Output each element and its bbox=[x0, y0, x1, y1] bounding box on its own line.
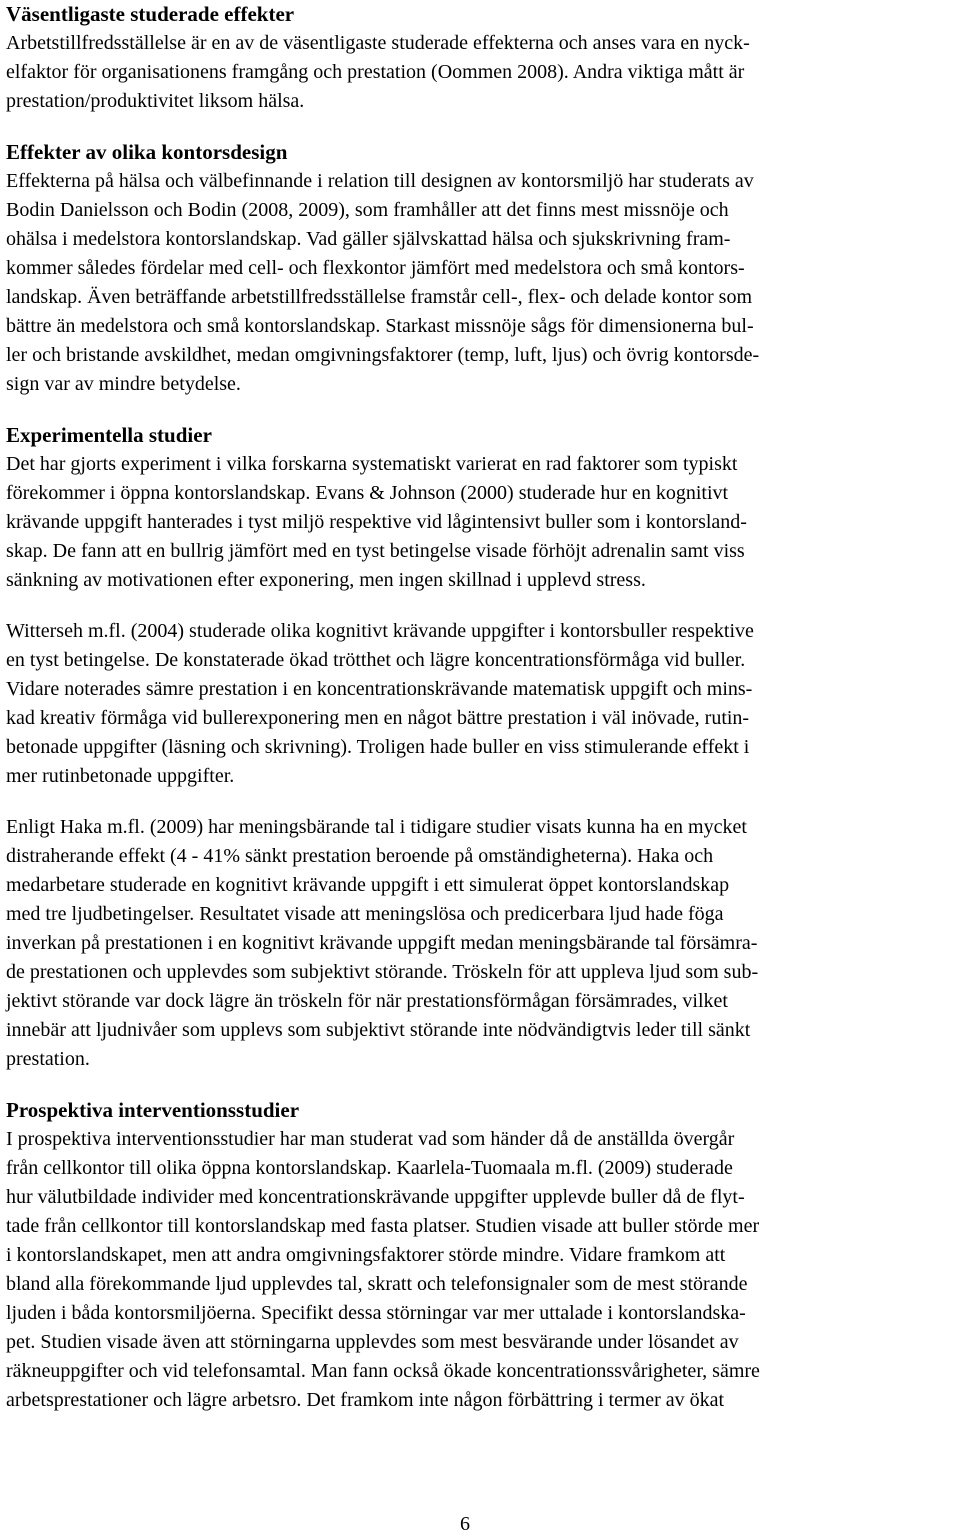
section-prospektiva-interventionsstudier bbox=[6, 1096, 958, 1415]
text-line: Vidare noterades sämre prestation i en koncentrationskrävande matematisk uppgift och mins- bbox=[6, 678, 753, 700]
text-line: en tyst betingelse. De konstaterade ökad trötthet och lägre koncentrationsförmåga vid buller. bbox=[6, 649, 746, 671]
text-line: sänkning av motivationen efter exponering, men ingen skillnad i upplevd stress. bbox=[6, 569, 646, 591]
text-line: kommer således fördelar med cell- och flexkontor jämfört med medelstora och små kontors- bbox=[6, 257, 745, 279]
section-experimentella-studier bbox=[6, 421, 958, 1074]
paragraph bbox=[6, 617, 958, 791]
text-line: Det har gjorts experiment i vilka forskarna systematiskt varierat en rad faktorer som typiskt bbox=[6, 453, 738, 475]
text-line: räkneuppgifter och vid telefonsamtal. Man fann också ökade koncentrationssvårigheter, sämre bbox=[6, 1360, 760, 1382]
page-number: 6 bbox=[460, 1513, 470, 1535]
text-line: Effekterna på hälsa och välbefinnande i relation till designen av kontorsmiljö har studerats av bbox=[6, 170, 754, 192]
section-heading: Effekter av olika kontorsdesign bbox=[6, 140, 288, 164]
document-page bbox=[6, 0, 958, 1415]
section-heading: Experimentella studier bbox=[6, 423, 212, 447]
section-kontorsdesign bbox=[6, 138, 958, 399]
section-heading: Prospektiva interventionsstudier bbox=[6, 1098, 300, 1122]
paragraph bbox=[6, 29, 958, 116]
text-line: arbetsprestationer och lägre arbetsro. Det framkom inte någon förbättring i termer av ökat bbox=[6, 1389, 725, 1411]
text-line: Enligt Haka m.fl. (2009) har meningsbärande tal i tidigare studier visats kunna ha en mycket bbox=[6, 816, 747, 838]
text-line: tade från cellkontor till kontorslandskap med fasta platser. Studien visade att buller störde mer bbox=[6, 1215, 760, 1237]
text-line: ljuden i båda kontorsmiljöerna. Specifikt dessa störningar var mer uttalade i kontorslandska- bbox=[6, 1302, 746, 1324]
text-line: jektivt störande var dock lägre än tröskeln för när prestationsförmågan försämrades, vilket bbox=[6, 990, 728, 1012]
text-line: från cellkontor till olika öppna kontorslandskap. Kaarlela-Tuomaala m.fl. (2009) studerade bbox=[6, 1157, 733, 1179]
text-line: bättre än medelstora och små kontorslandskap. Starkast missnöje sågs för dimensionerna bul- bbox=[6, 315, 754, 337]
text-line: Witterseh m.fl. (2004) studerade olika kognitivt krävande uppgifter i kontorsbuller respektive bbox=[6, 620, 754, 642]
paragraph bbox=[6, 813, 958, 1074]
text-line: landskap. Även beträffande arbetstillfredsställelse framstår cell-, flex- och delade kontor som bbox=[6, 286, 753, 308]
text-line: hur välutbildade individer med koncentrationskrävande uppgifter upplevde buller då de flyt- bbox=[6, 1186, 745, 1208]
paragraph bbox=[6, 1125, 958, 1415]
paragraph bbox=[6, 450, 958, 595]
text-line: mer rutinbetonade uppgifter. bbox=[6, 765, 235, 787]
text-line: i kontorslandskapet, men att andra omgivningsfaktorer störde mindre. Vidare framkom att bbox=[6, 1244, 726, 1266]
section-heading: Väsentligaste studerade effekter bbox=[6, 2, 295, 26]
text-line: ler och bristande avskildhet, medan omgivningsfaktorer (temp, luft, ljus) och övrig kontorsde- bbox=[6, 344, 760, 366]
text-line: krävande uppgift hanterades i tyst miljö respektive vid lågintensivt buller som i kontorsland- bbox=[6, 511, 747, 533]
text-line: Bodin Danielsson och Bodin (2008, 2009), som framhåller att det finns mest missnöje och bbox=[6, 199, 729, 221]
text-line: sign var av mindre betydelse. bbox=[6, 373, 241, 395]
text-line: prestation/produktivitet liksom hälsa. bbox=[6, 90, 305, 112]
section-vasentligaste-effekter bbox=[6, 0, 958, 116]
text-line: Arbetstillfredsställelse är en av de väsentligaste studerade effekterna och anses vara en nyck- bbox=[6, 32, 750, 54]
text-line: medarbetare studerade en kognitivt krävande uppgift i ett simulerat öppet kontorslandskap bbox=[6, 874, 730, 896]
text-line: inverkan på prestationen i en kognitivt krävande uppgift medan meningsbärande tal försämra- bbox=[6, 932, 758, 954]
paragraph bbox=[6, 167, 958, 399]
text-line: betonade uppgifter (läsning och skrivning). Troligen hade buller en viss stimulerande effekt i bbox=[6, 736, 750, 758]
text-line: prestation. bbox=[6, 1048, 90, 1070]
text-line: med tre ljudbetingelser. Resultatet visade att meningslösa och predicerbara ljud hade föga bbox=[6, 903, 724, 925]
text-line: de prestationen och upplevdes som subjektivt störande. Tröskeln för att uppleva ljud som sub- bbox=[6, 961, 759, 983]
text-line: kad kreativ förmåga vid bullerexponering men en något bättre prestation i väl inövade, rutin- bbox=[6, 707, 750, 729]
text-line: elfaktor för organisationens framgång och prestation (Oommen 2008). Andra viktiga mått är bbox=[6, 61, 745, 83]
text-line: skap. De fann att en bullrig jämfört med en tyst betingelse visade förhöjt adrenalin samt viss bbox=[6, 540, 745, 562]
text-line: I prospektiva interventionsstudier har man studerat vad som händer då de anställda övergår bbox=[6, 1128, 735, 1150]
text-line: ohälsa i medelstora kontorslandskap. Vad gäller självskattad hälsa och sjukskrivning fram- bbox=[6, 228, 731, 250]
text-line: förekommer i öppna kontorslandskap. Evans & Johnson (2000) studerade hur en kognitivt bbox=[6, 482, 729, 504]
text-line: distraherande effekt (4 - 41% sänkt prestation beroende på omständigheterna). Haka och bbox=[6, 845, 714, 867]
text-line: pet. Studien visade även att störningarna upplevdes som mest besvärande under lösandet av bbox=[6, 1331, 739, 1353]
text-line: innebär att ljudnivåer som upplevs som subjektivt störande inte nödvändigtvis leder till sänkt bbox=[6, 1019, 751, 1041]
text-line: bland alla förekommande ljud upplevdes tal, skratt och telefonsignaler som de mest störande bbox=[6, 1273, 748, 1295]
